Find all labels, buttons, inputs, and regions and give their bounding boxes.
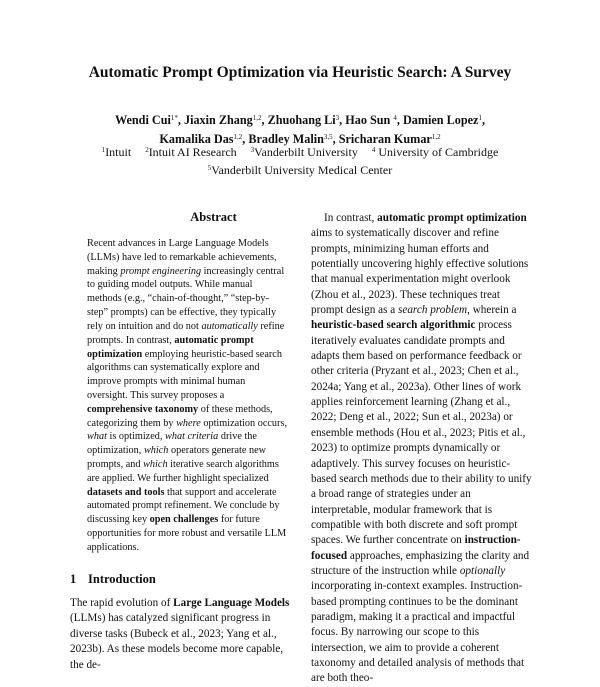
author-name: Bradley Malin (248, 132, 324, 146)
author-name: Sricharan Kumar (338, 132, 432, 146)
author-name: Jiaxin Zhang (183, 113, 253, 127)
affiliation-number: 3 (250, 146, 255, 154)
abstract-heading: Abstract (190, 210, 237, 224)
author-affiliation-mark: 1,2 (431, 133, 441, 141)
left-column (70, 210, 315, 673)
affiliation-number: 4 (371, 146, 376, 154)
author-name: Kamalika Das (159, 132, 234, 146)
body-paragraph: In contrast, automatic prompt optimization aims to systematically discover and refine prompts, minimizing human efforts and potentially uncovering highly effective solutions that manual experimentation might overlook (Zhou et al., 2023). These techniques treat prompt design as a search problem, wherein a heuristic-based search algorithmic process iteratively evaluates candidate prompts and adapts them based on performance feedback or other criteria (Pryzant et al., 2023; Chen et al., 2024a; Yang et al., 2023a). Other lines of work applies reinforcement learning (Zhang et al., 2022; Deng et al., 2022; Sun et al., 2023a) or ensemble methods (Hou et al., 2023; Pitis et al., 2023) to optimize prompts dynamically or adaptively. This survey focuses on heuristic-based search methods due to their ability to unify a broad range of strategies under an interpretable, modular framework that is compatible with both discrete and soft prompt spaces. We further concentrate on instruction-focused approaches, emphasizing the clarity and structure of the instruction while optionally incorporating in-context examples. Instruction-based prompting continues to be the dominant paradigm, making it a practical and impactful focus. By narrowing our scope to this intersection, we aim to provide a coherent taxonomy and detailed analysis of methods that are both theo- (311, 212, 532, 685)
paper-title: Automatic Prompt Optimization via Heuristic Search: A Survey (88, 64, 512, 81)
affiliation-name: University of Cambridge (378, 145, 499, 159)
author-affiliation-mark: 3,5 (323, 133, 333, 141)
affiliation-name: Intuit (105, 145, 132, 159)
author-affiliation-mark: 3 (335, 114, 340, 122)
author-name: Zhuohang Li (267, 113, 336, 127)
author-affiliation-mark: 4 (393, 114, 397, 122)
affiliation-number: 1 (101, 146, 106, 154)
section-title: Introduction (88, 571, 156, 586)
author-line-1: Wendi Cui$^{1*}$, Jiaxin Zhang$^{1,2}$, Zhuohang Li$^3$, Hao Sun $^4$, Damien Lopez$^1$, (114, 113, 486, 127)
affiliation-line-1 (40, 142, 560, 160)
affiliation-line-2 (40, 160, 560, 178)
author-affiliation-mark: 1 (478, 114, 482, 122)
section-number: 1 (70, 571, 77, 586)
author-affiliation-mark: 1,2 (252, 114, 262, 122)
affiliation-name: Vanderbilt University (254, 145, 358, 159)
affiliation-name: Vanderbilt University Medical Center (211, 163, 393, 177)
author-name: Damien Lopez (402, 113, 479, 127)
abstract-body (87, 237, 288, 555)
affiliation-name: Intuit AI Research (148, 145, 237, 159)
body-paragraph: The rapid evolution of Large Language Models (LLMs) has catalyzed significant progress in diverse tasks (Bubeck et al., 2023; Yang et al., 2023b). As these models become more capable, the de- (70, 596, 290, 671)
author-affiliation-mark: 1* (170, 114, 178, 122)
affiliation-number: 2 (145, 146, 149, 154)
right-column (311, 211, 532, 687)
introduction-body (70, 596, 295, 674)
section-heading-introduction (70, 572, 315, 587)
author-line-2: Kamalika Das$^{1,2}$, Bradley Malin$^{3,5}$, Sricharan Kumar$^{1,2}$ (159, 132, 441, 146)
affiliation-number: 5 (207, 164, 212, 172)
affiliation-list (40, 142, 560, 178)
abstract-paragraph: Recent advances in Large Language Models (LLMs) have led to remarkable achievements, making prompt engineering increasingly central to guiding model outputs. While manual methods (e.g., “chain-of-thought,” “step-by-step” prompts) can be effective, they typically rely on intuition and do not automatically refine prompts. In contrast, automatic prompt optimization employing heuristic-based search algorithms can systematically explore and improve prompts with minimal human oversight. This survey proposes a comprehensive taxonomy of these methods, categorizing them by where optimization occurs, what is optimized, what criteria drive the optimization, which operators generate new prompts, and which iterative search algorithms are applied. We further highlight specialized datasets and tools that support and accelerate automated prompt refinement. We conclude by discussing key open challenges for future opportunities for more robust and versatile LLM applications. (87, 238, 288, 553)
author-name: Hao Sun (345, 113, 391, 127)
author-affiliation-mark: 1,2 (233, 133, 243, 141)
author-name: Wendi Cui (114, 113, 171, 127)
